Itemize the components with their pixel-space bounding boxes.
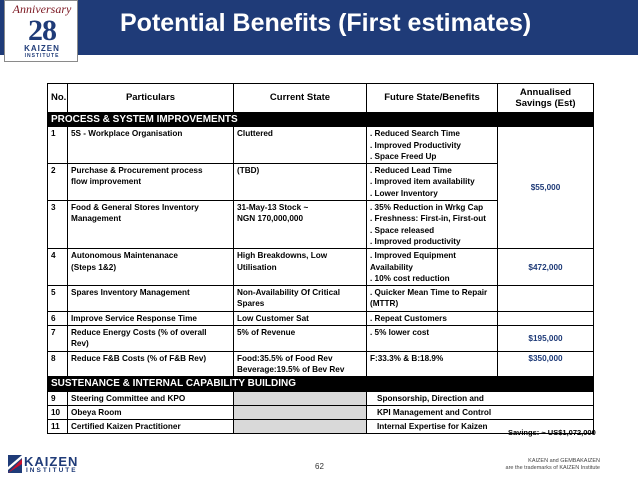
row-future	[367, 164, 498, 201]
row-future: Internal Expertise for Kaizen	[367, 420, 594, 434]
logo-institute: INSTITUTE	[24, 53, 60, 59]
row-no: 3	[48, 201, 68, 249]
current-line: 5% of Revenue	[237, 328, 296, 338]
row-no: 1	[48, 127, 68, 164]
future-line: . Improved Equipment	[370, 251, 456, 261]
row-particulars	[68, 201, 234, 249]
anniversary-logo	[4, 0, 78, 62]
current-line: Utilisation	[237, 262, 277, 272]
row-savings: $350,000	[498, 351, 594, 377]
row-no: 11	[48, 420, 68, 434]
future-line: F:33.3% & B:18.9%	[370, 353, 444, 363]
table-row	[48, 127, 594, 164]
future-line: . Space released	[370, 225, 435, 235]
row-future: KPI Management and Control	[367, 405, 594, 419]
footer-kaizen-logo	[8, 455, 78, 473]
row-current-empty	[234, 405, 367, 419]
current-line: NGN 170,000,000	[237, 214, 303, 224]
kaizen-flag-icon	[8, 455, 22, 473]
future-line: . Space Freed Up	[370, 151, 437, 161]
row-particulars: Obeya Room	[68, 405, 234, 419]
trademark-line: are the trademarks of KAIZEN Institute	[505, 465, 600, 471]
header-future-state: Future State/Benefits	[367, 84, 498, 113]
row-current	[234, 164, 367, 201]
particulars-line: Improve Service Response Time	[71, 313, 197, 323]
row-savings-empty	[498, 311, 594, 325]
row-current	[234, 326, 367, 352]
row-current	[234, 311, 367, 325]
section-row-sustenance	[48, 377, 594, 391]
particulars-line: Spares Inventory Management	[71, 288, 190, 298]
section-title: PROCESS & SYSTEM IMPROVEMENTS	[48, 113, 594, 127]
current-line: High Breakdowns, Low	[237, 251, 328, 261]
page-number: 62	[315, 462, 324, 471]
row-current	[234, 351, 367, 377]
row-no: 10	[48, 405, 68, 419]
row-no: 9	[48, 391, 68, 405]
future-line: . Reduced Lead Time	[370, 166, 452, 176]
row-no: 5	[48, 286, 68, 312]
row-current	[234, 286, 367, 312]
current-line: Spares	[237, 299, 265, 309]
particulars-line: Purchase & Procurement process	[71, 166, 203, 176]
future-line: Availability	[370, 262, 413, 272]
current-line: Beverage:19.5% of Bev Rev	[237, 364, 345, 374]
particulars-line: Reduce F&B Costs (% of F&B Rev)	[71, 353, 207, 363]
row-current	[234, 127, 367, 164]
table-row	[48, 249, 594, 286]
particulars-line: Reduce Energy Costs (% of overall	[71, 328, 207, 338]
future-line: . Improved item availability	[370, 177, 475, 187]
row-particulars: Certified Kaizen Practitioner	[68, 420, 234, 434]
particulars-line: 5S - Workplace Organisation	[71, 129, 183, 139]
table-row	[48, 326, 594, 352]
row-no: 4	[48, 249, 68, 286]
current-line: Cluttered	[237, 129, 273, 139]
row-no: 2	[48, 164, 68, 201]
future-line: . Quicker Mean Time to Repair	[370, 288, 488, 298]
future-line: . Reduced Search Time	[370, 129, 460, 139]
particulars-line: (Steps 1&2)	[71, 262, 117, 272]
table-row	[48, 405, 594, 419]
current-line: (TBD)	[237, 166, 260, 176]
future-line: . Improved Productivity	[370, 140, 461, 150]
row-particulars	[68, 286, 234, 312]
row-future	[367, 127, 498, 164]
future-line: (MTTR)	[370, 299, 399, 309]
row-savings: $472,000	[498, 249, 594, 286]
future-line: . 10% cost reduction	[370, 273, 450, 283]
row-savings-empty	[498, 286, 594, 312]
row-particulars: Steering Committee and KPO	[68, 391, 234, 405]
row-future	[367, 201, 498, 249]
anniversary-number: 28	[28, 14, 56, 47]
current-line: Non-Availability Of Critical	[237, 288, 340, 298]
current-line: Low Customer Sat	[237, 313, 309, 323]
page-title: Potential Benefits (First estimates)	[120, 9, 532, 37]
row-particulars	[68, 326, 234, 352]
particulars-line: Food & General Stores Inventory	[71, 203, 199, 213]
row-particulars	[68, 249, 234, 286]
savings-total: Savings: ~ US$1,072,000	[508, 428, 596, 437]
title-banner	[0, 0, 638, 55]
particulars-line: Autonomous Maintenanace	[71, 251, 178, 261]
trademark-note	[500, 458, 600, 472]
particulars-line: Management	[71, 214, 122, 224]
future-line: . Lower Inventory	[370, 188, 438, 198]
row-savings: $195,000	[498, 326, 594, 352]
header-no: No.	[48, 84, 68, 113]
row-future	[367, 351, 498, 377]
future-line: . 35% Reduction in Wrkg Cap	[370, 203, 484, 213]
logo-brand: KAIZEN	[24, 44, 60, 53]
future-line: . Repeat Customers	[370, 313, 447, 323]
row-current	[234, 249, 367, 286]
row-future	[367, 249, 498, 286]
anniversary-label: Anniversary	[12, 2, 72, 16]
current-line: 31-May-13 Stock ~	[237, 203, 309, 213]
future-line: . 5% lower cost	[370, 328, 430, 338]
benefits-table	[47, 83, 594, 434]
row-current	[234, 201, 367, 249]
table-row	[48, 311, 594, 325]
footer-institute: INSTITUTE	[26, 467, 78, 474]
row-no: 8	[48, 351, 68, 377]
row-current-empty	[234, 391, 367, 405]
row-future	[367, 326, 498, 352]
particulars-line: Rev)	[71, 339, 89, 349]
current-line: Food:35.5% of Food Rev	[237, 353, 333, 363]
row-future: Sponsorship, Direction and	[367, 391, 594, 405]
table-row	[48, 351, 594, 377]
future-line: . Improved productivity	[370, 236, 461, 246]
row-current-empty	[234, 420, 367, 434]
row-particulars	[68, 164, 234, 201]
table-row	[48, 286, 594, 312]
row-future	[367, 311, 498, 325]
header-current-state: Current State	[234, 84, 367, 113]
header-savings: Annualised Savings (Est)	[498, 84, 594, 113]
section-title: SUSTENANCE & INTERNAL CAPABILITY BUILDING	[48, 377, 594, 391]
row-particulars	[68, 127, 234, 164]
row-particulars	[68, 311, 234, 325]
header-particulars: Particulars	[68, 84, 234, 113]
table-row	[48, 391, 594, 405]
table-header-row	[48, 84, 594, 113]
section-row-process	[48, 113, 594, 127]
row-particulars	[68, 351, 234, 377]
row-no: 7	[48, 326, 68, 352]
footer-brand: KAIZEN	[24, 454, 79, 469]
row-no: 6	[48, 311, 68, 325]
particulars-line: flow improvement	[71, 177, 142, 187]
trademark-line: KAIZEN and GEMBAKAIZEN	[528, 458, 600, 464]
row-savings: $55,000	[498, 127, 594, 249]
future-line: . Freshness: First-in, First-out	[370, 214, 487, 224]
row-future	[367, 286, 498, 312]
